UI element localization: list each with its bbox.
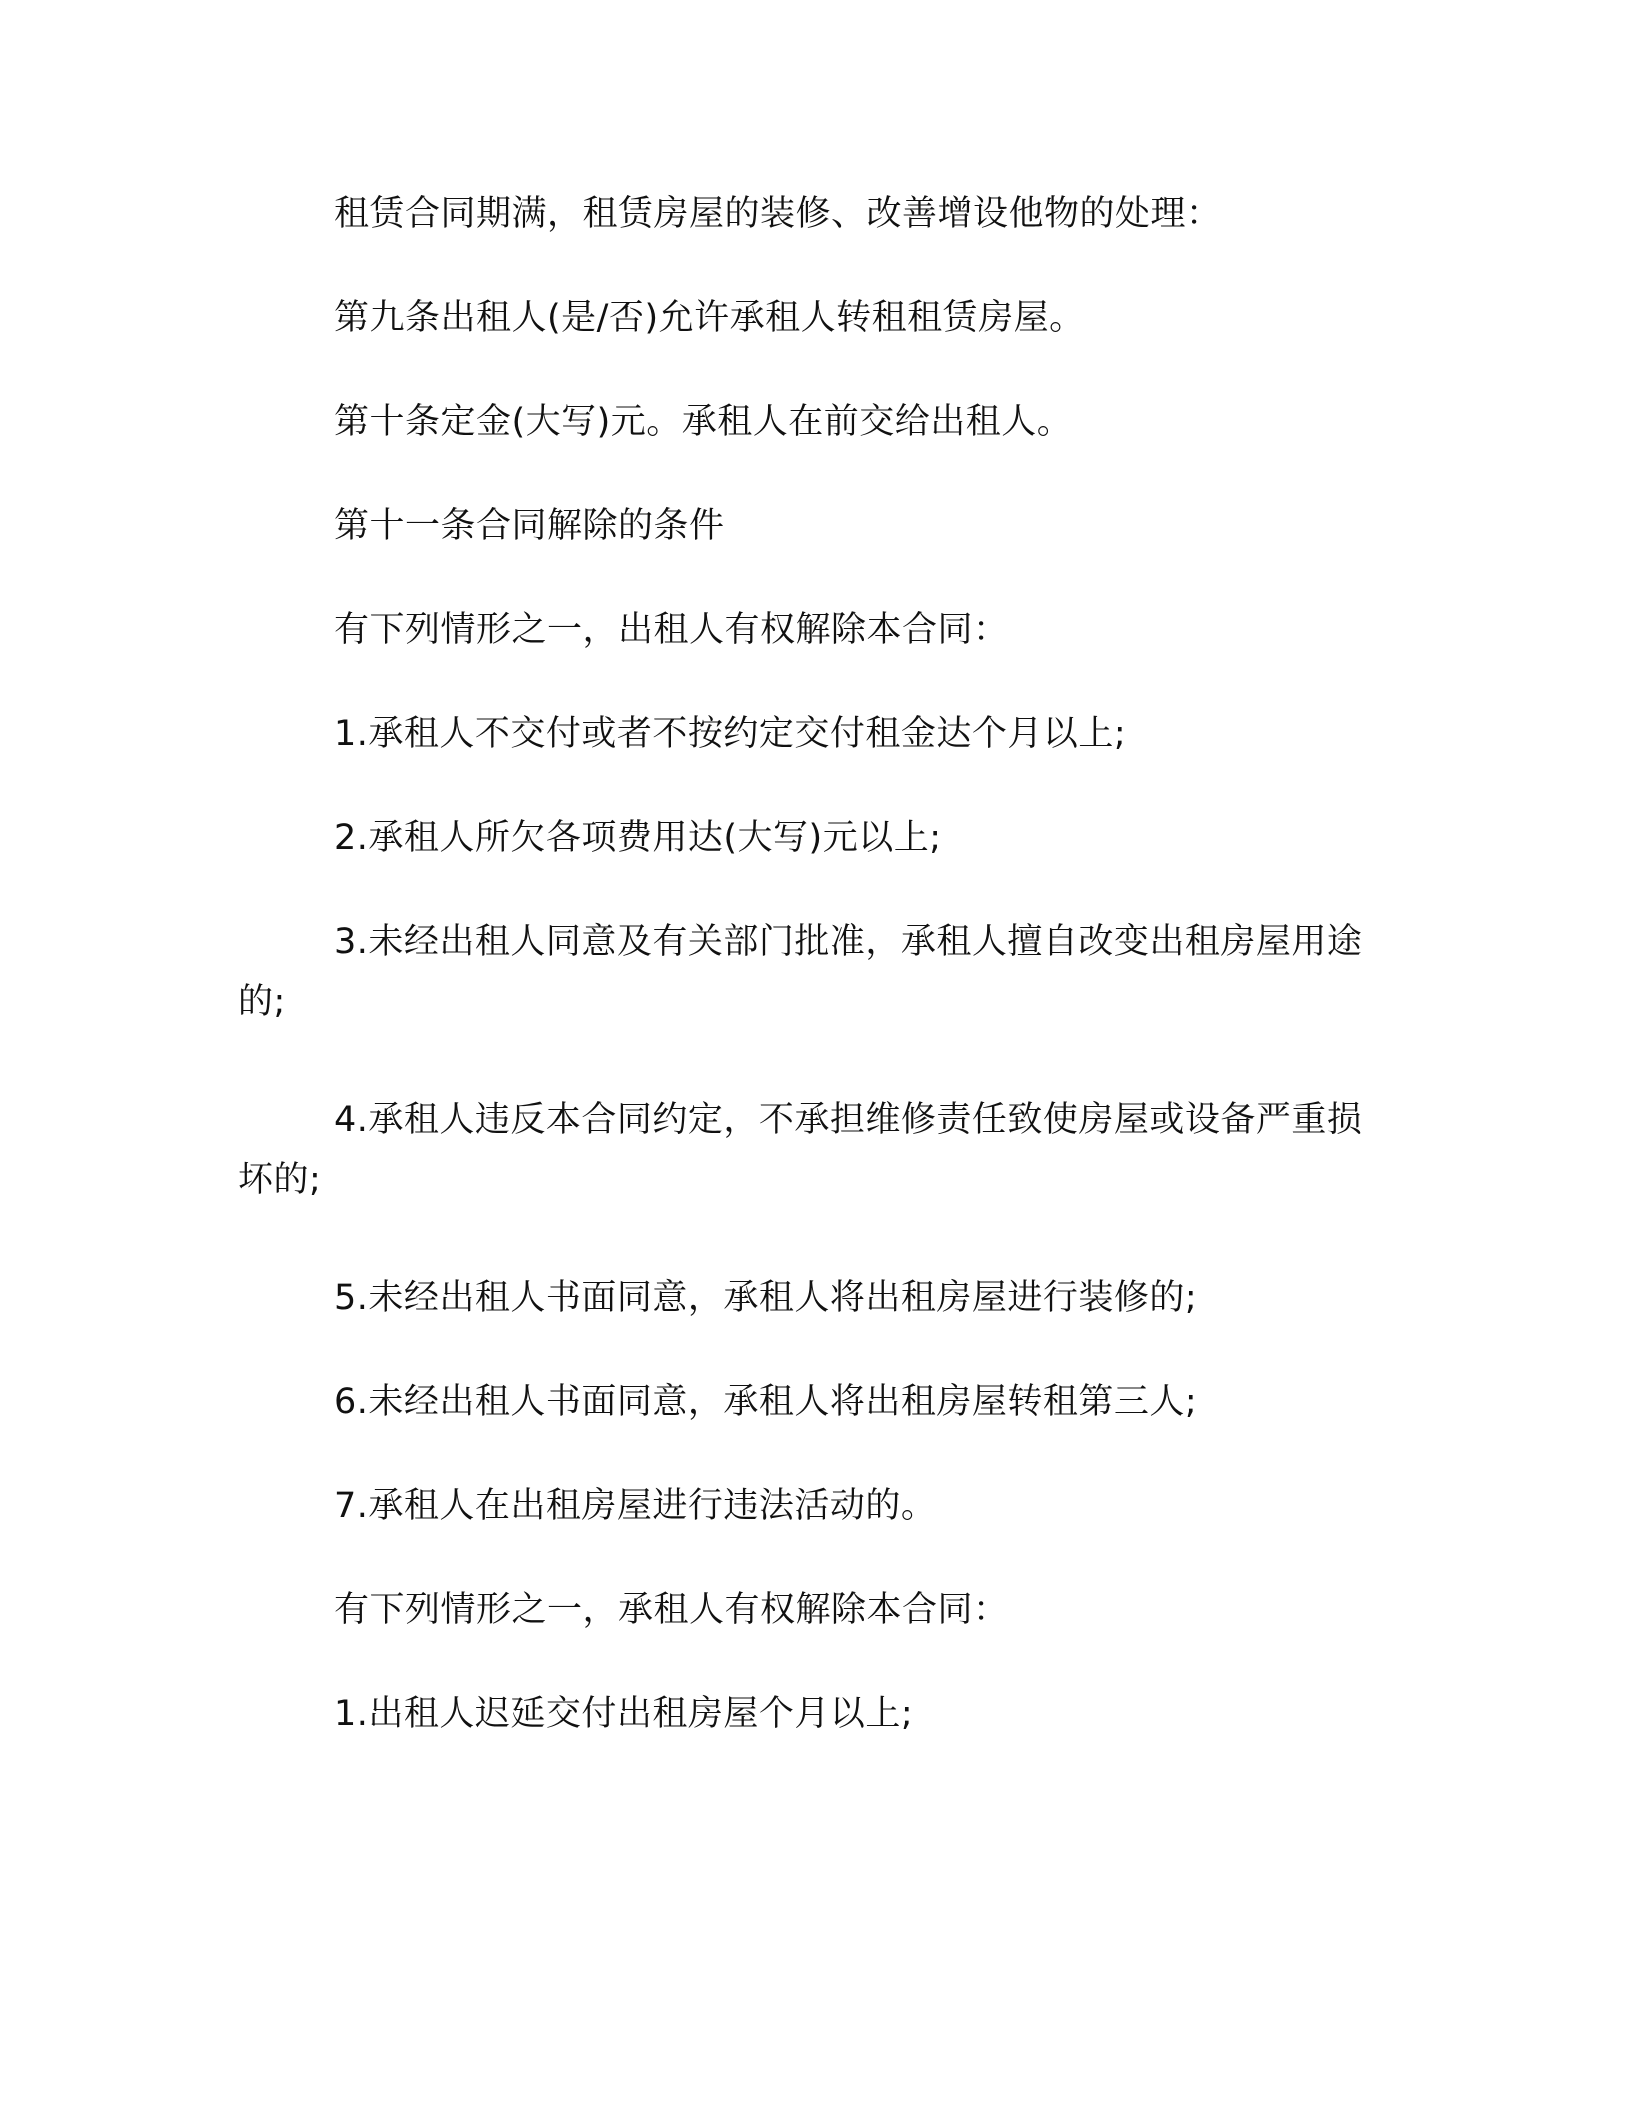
paragraph-lessor-item-4: 4.承租人违反本合同约定，不承担维修责任致使房屋或设备严重损坏的; xyxy=(238,1100,1363,1200)
paragraph-lessor-item-3: 3.未经出租人同意及有关部门批准，承租人擅自改变出租房屋用途的; xyxy=(238,922,1363,1022)
paragraph-lessor-item-1: 1.承租人不交付或者不按约定交付租金达个月以上; xyxy=(334,714,1127,754)
paragraph-lessor-item-5: 5.未经出租人书面同意，承租人将出租房屋进行装修的; xyxy=(334,1278,1198,1318)
paragraph-article-9: 第九条出租人(是/否)允许承租人转租租赁房屋。 xyxy=(334,298,1085,338)
paragraph-article-10: 第十条定金(大写)元。承租人在前交给出租人。 xyxy=(334,402,1073,442)
paragraph-lessee-item-1: 1.出租人迟延交付出租房屋个月以上; xyxy=(334,1694,914,1734)
paragraph-article-11: 第十一条合同解除的条件 xyxy=(334,506,725,546)
paragraph-lessor-item-2: 2.承租人所欠各项费用达(大写)元以上; xyxy=(334,818,942,858)
paragraph-lessor-item-7: 7.承租人在出租房屋进行违法活动的。 xyxy=(334,1486,937,1526)
document-body xyxy=(238,184,1366,1788)
paragraph-lessor-item-6: 6.未经出租人书面同意，承租人将出租房屋转租第三人; xyxy=(334,1382,1198,1422)
paragraph-lease-expiry: 租赁合同期满，租赁房屋的装修、改善增设他物的处理： xyxy=(334,194,1222,234)
paragraph-lessor-termination-intro: 有下列情形之一，出租人有权解除本合同： xyxy=(334,610,1009,650)
paragraph-lessee-termination-intro: 有下列情形之一，承租人有权解除本合同： xyxy=(334,1590,1009,1630)
